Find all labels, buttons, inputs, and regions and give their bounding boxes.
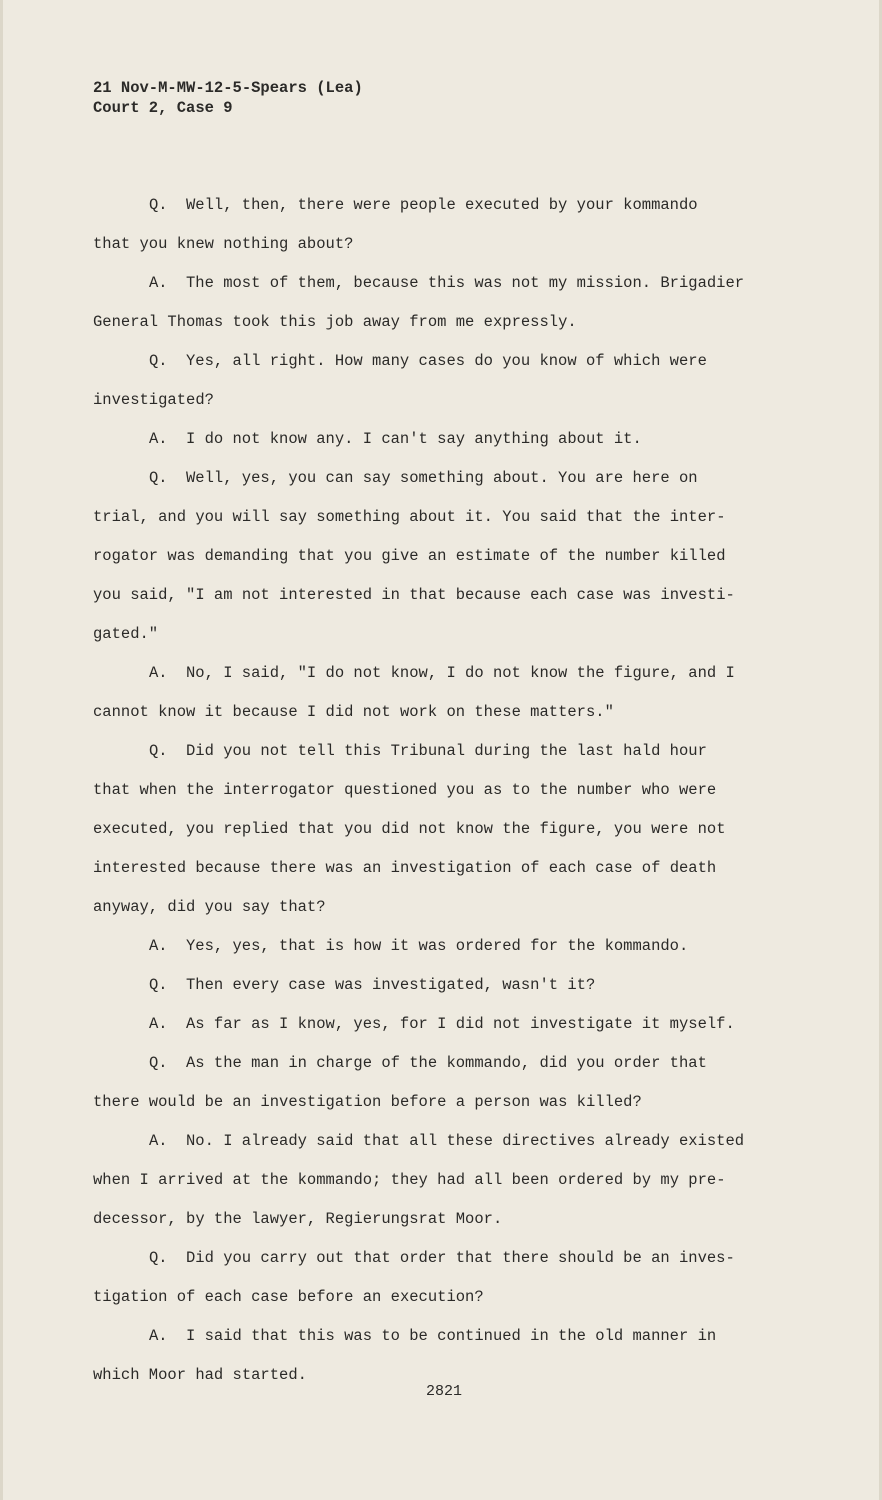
speaker-label: A. xyxy=(149,664,168,682)
question-paragraph xyxy=(93,459,793,654)
question-paragraph xyxy=(93,186,793,264)
line-text: executed, you replied that you did not know the figure, you were not xyxy=(93,820,726,838)
transcript-line xyxy=(93,576,793,615)
speaker-label: Q. xyxy=(149,1249,168,1267)
transcript-line xyxy=(93,849,793,888)
speaker-label: Q. xyxy=(149,976,168,994)
transcript-line xyxy=(93,1044,793,1083)
speaker-label: Q. xyxy=(149,469,168,487)
question-paragraph xyxy=(93,1044,793,1122)
transcript-line xyxy=(93,771,793,810)
speaker-label: A. xyxy=(149,430,168,448)
answer-paragraph xyxy=(93,654,793,732)
line-text: interested because there was an investigation of each case of death xyxy=(93,859,717,877)
transcript-line xyxy=(93,1122,793,1161)
answer-paragraph xyxy=(93,1005,793,1044)
line-text: No. I already said that all these directives already existed xyxy=(186,1132,745,1150)
transcript-line xyxy=(93,459,793,498)
line-text: Yes, yes, that is how it was ordered for the kommando. xyxy=(186,937,689,955)
page-number: 2821 xyxy=(425,1383,462,1400)
line-text: The most of them, because this was not my mission. Brigadier xyxy=(186,274,745,292)
transcript-line xyxy=(93,225,793,264)
speaker-label: Q. xyxy=(149,352,168,370)
line-text: General Thomas took this job away from me expressly. xyxy=(93,313,577,331)
transcript-line xyxy=(93,810,793,849)
transcript-line xyxy=(93,381,793,420)
line-text: Then every case was investigated, wasn't it? xyxy=(186,976,596,994)
transcript-line xyxy=(93,1005,793,1044)
line-text: anyway, did you say that? xyxy=(93,898,326,916)
transcript-line xyxy=(93,1083,793,1122)
speaker-label: A. xyxy=(149,1327,168,1345)
line-text: Did you carry out that order that there should be an inves- xyxy=(186,1249,735,1267)
line-text: Did you not tell this Tribunal during the last hald hour xyxy=(186,742,707,760)
line-text: gated." xyxy=(93,625,159,643)
line-text: trial, and you will say something about it. You said that the inter- xyxy=(93,508,726,526)
line-text: Yes, all right. How many cases do you know of which were xyxy=(186,352,707,370)
speaker-label: Q. xyxy=(149,1054,168,1072)
speaker-label: Q. xyxy=(149,742,168,760)
line-text: As the man in charge of the kommando, did you order that xyxy=(186,1054,707,1072)
speaker-label: A. xyxy=(149,274,168,292)
line-text: Well, yes, you can say something about. You are here on xyxy=(186,469,698,487)
question-paragraph xyxy=(93,342,793,420)
transcript-line xyxy=(93,966,793,1005)
question-paragraph xyxy=(93,732,793,927)
transcript-line xyxy=(93,303,793,342)
line-text: investigated? xyxy=(93,391,214,409)
transcript-line xyxy=(93,264,793,303)
transcript-line xyxy=(93,537,793,576)
transcript-line xyxy=(93,1278,793,1317)
line-text: No, I said, "I do not know, I do not know the figure, and I xyxy=(186,664,735,682)
speaker-label: A. xyxy=(149,1015,168,1033)
answer-paragraph xyxy=(93,420,793,459)
answer-paragraph xyxy=(93,264,793,342)
answer-paragraph xyxy=(93,1122,793,1239)
document-header xyxy=(93,78,363,118)
speaker-label: Q. xyxy=(149,196,168,214)
transcript-line xyxy=(93,1161,793,1200)
transcript-line xyxy=(93,732,793,771)
line-text: you said, "I am not interested in that because each case was investi- xyxy=(93,586,735,604)
header-session-line: 21 Nov-M-MW-12-5-Spears (Lea) xyxy=(93,79,363,97)
line-text: cannot know it because I did not work on these matters." xyxy=(93,703,614,721)
line-text: rogator was demanding that you give an estimate of the number killed xyxy=(93,547,726,565)
transcript-line xyxy=(93,888,793,927)
line-text: which Moor had started. xyxy=(93,1366,307,1384)
line-text: that you knew nothing about? xyxy=(93,235,354,253)
transcript-line xyxy=(93,498,793,537)
transcript-body xyxy=(93,186,793,1395)
speaker-label: A. xyxy=(149,937,168,955)
line-text: decessor, by the lawyer, Regierungsrat Moor. xyxy=(93,1210,503,1228)
line-text: As far as I know, yes, for I did not investigate it myself. xyxy=(186,1015,735,1033)
question-paragraph xyxy=(93,966,793,1005)
transcript-line xyxy=(93,1200,793,1239)
transcript-line xyxy=(93,186,793,225)
transcript-line xyxy=(93,1317,793,1356)
transcript-line xyxy=(93,654,793,693)
line-text: Well, then, there were people executed by your kommando xyxy=(186,196,698,214)
answer-paragraph xyxy=(93,927,793,966)
line-text: I said that this was to be continued in the old manner in xyxy=(186,1327,717,1345)
line-text: I do not know any. I can't say anything about it. xyxy=(186,430,642,448)
header-court-line: Court 2, Case 9 xyxy=(93,99,233,117)
transcript-line xyxy=(93,1239,793,1278)
line-text: that when the interrogator questioned you as to the number who were xyxy=(93,781,717,799)
line-text: tigation of each case before an execution? xyxy=(93,1288,484,1306)
speaker-label: A. xyxy=(149,1132,168,1150)
line-text: there would be an investigation before a person was killed? xyxy=(93,1093,642,1111)
transcript-line xyxy=(93,927,793,966)
transcript-line xyxy=(93,342,793,381)
line-text: when I arrived at the kommando; they had all been ordered by my pre- xyxy=(93,1171,726,1189)
transcript-line xyxy=(93,693,793,732)
transcript-line xyxy=(93,420,793,459)
question-paragraph xyxy=(93,1239,793,1317)
transcript-line xyxy=(93,615,793,654)
